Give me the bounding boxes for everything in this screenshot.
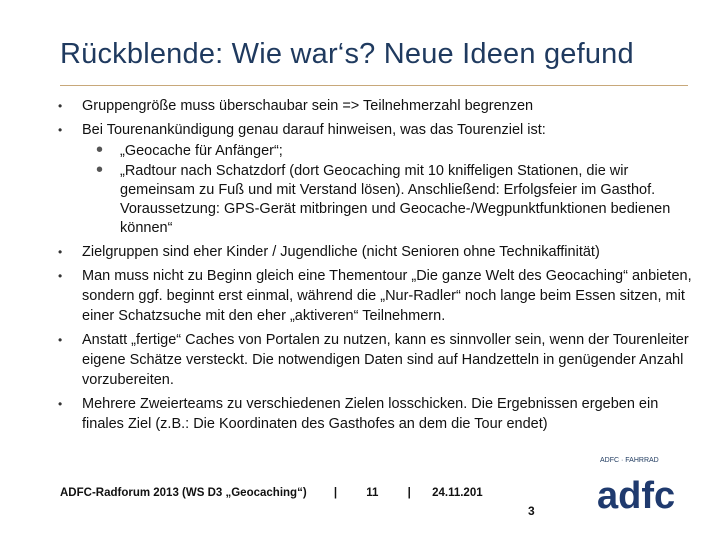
sub-bullet-text: „Geocache für Anfänger“; (120, 143, 283, 159)
bullet-text: Zielgruppen sind eher Kinder / Jugendliche (nicht Senioren ohne Technikaffinität) (82, 244, 600, 260)
bullet-item (58, 266, 698, 326)
bullet-text: Man muss nicht zu Beginn gleich eine Thementour „Die ganze Welt des Geocaching“ anbieten, sondern ggf. beginnt erst einmal, während die „Nur-Radler“ noch lange beim Essen sitzen, mit einer Schatzsuche mit den eher „aktiveren“ Teilnehmern. (82, 268, 692, 324)
bullet-dot-icon: • (58, 397, 63, 411)
footer-date-suffix: 3 (528, 504, 535, 518)
bullet-text: Mehrere Zweierteams zu verschiedenen Zielen losschicken. Die Ergebnissen ergeben ein finales Ziel (z.B.: Die Koordinaten des Gasthofes an dem die Tour endet) (82, 396, 659, 432)
footer-date: 24.11.201 (432, 487, 483, 499)
adfc-logo-icon (595, 468, 690, 518)
sub-bullet-item (82, 159, 698, 238)
bullet-list (58, 96, 698, 438)
footer-event: ADFC-Radforum 2013 (WS D3 „Geocaching“) (60, 487, 307, 499)
bullet-dot-icon: • (58, 99, 63, 113)
sub-bullet-dot-icon: • (96, 159, 104, 181)
sub-bullet-text: „Radtour nach Schatzdorf (dort Geocaching mit 10 kniffeligen Stationen, die wir gemeinsam zu Fuß und mit Verstand lösen). Anschließend: Erfolgsfeier im Gasthof. Voraussetzung: GPS-Gerät mitbringen und Geocache-/Wegpunktfunktionen bedienen können“ (120, 163, 671, 236)
bullet-dot-icon: • (58, 245, 63, 259)
bullet-text: Anstatt „fertige“ Caches von Portalen zu nutzen, kann es sinnvoller sein, wenn der Tourenleiter eigene Schätze versteckt. Die notwendigen Daten sind auf Handzetteln in genügender Anzahl vorzubereiten. (82, 332, 689, 388)
slide-title: Rückblende: Wie war‘s? Neue Ideen gefund (60, 38, 634, 70)
footer-separator: | (407, 487, 411, 499)
bullet-item (58, 242, 698, 262)
logo-tagline: ADFC · FAHRRAD (600, 457, 659, 464)
bullet-text: Gruppengröße muss überschaubar sein => Teilnehmerzahl begrenzen (82, 98, 534, 114)
bullet-item (58, 120, 698, 238)
logo-wordmark: adfc (597, 475, 676, 517)
bullet-dot-icon: • (58, 333, 63, 347)
bullet-item (58, 96, 698, 116)
sub-bullet-item (82, 139, 698, 161)
bullet-item (58, 394, 698, 434)
bullet-dot-icon: • (58, 269, 63, 283)
bullet-dot-icon: • (58, 123, 63, 137)
footer-slide-number: 11 (366, 487, 379, 499)
footer (60, 487, 483, 499)
sub-bullet-dot-icon: • (96, 139, 104, 161)
footer-separator: | (333, 487, 338, 499)
bullet-item (58, 330, 698, 390)
bullet-text: Bei Tourenankündigung genau darauf hinweisen, was das Tourenziel ist: (82, 122, 546, 138)
title-divider (60, 85, 688, 86)
